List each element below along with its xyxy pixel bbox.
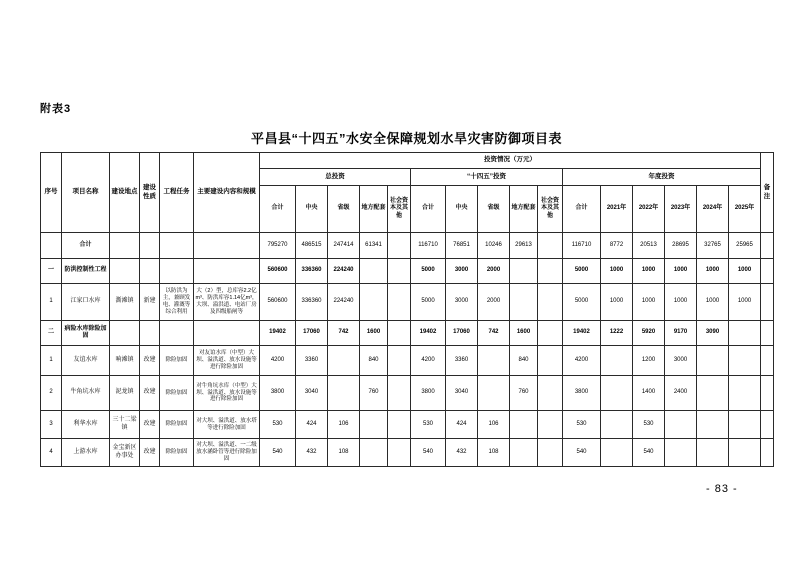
header-nature: 建设性质 [140,153,160,233]
cell-p-local [510,284,538,321]
cell-t-provincial: 224240 [328,259,360,284]
cell-t-central: 424 [296,411,328,439]
cell-name: 利华水库 [62,411,110,439]
cell-nature: 改建 [140,346,160,376]
cell-content: 对大坝、溢洪道、一二级放水涵卧管等进行除险加固 [194,439,260,467]
cell-t-central: 3360 [296,346,328,376]
cell-seq: 2 [41,376,62,411]
cell-p-total: 116710 [411,233,446,259]
header-year-2023: 2023年 [665,186,697,233]
cell-t-central: 432 [296,439,328,467]
cell-task: 除险加固 [160,376,194,411]
cell-p-local [510,259,538,284]
cell-location: 泥龙镇 [110,376,140,411]
cell-p-social [538,284,563,321]
table-header [41,153,774,233]
cell-t-total: 540 [260,439,296,467]
cell-nature [140,233,160,259]
cell-a-total: 5000 [563,284,601,321]
cell-a-total: 540 [563,439,601,467]
header-plan-central: 中央 [446,186,478,233]
cell-task: 除险加固 [160,439,194,467]
cell-a-2021: 8772 [601,233,633,259]
header-task: 工程任务 [160,153,194,233]
cell-remark [761,376,774,411]
cell-remark [761,439,774,467]
cell-t-provincial: 742 [328,321,360,346]
cell-t-local: 1600 [360,321,388,346]
cell-a-2022: 1000 [633,284,665,321]
header-location: 建设地点 [110,153,140,233]
cell-p-social [538,411,563,439]
cell-a-total: 4200 [563,346,601,376]
cell-a-2024: 32765 [697,233,729,259]
cell-a-2024 [697,411,729,439]
header-plan-local: 地方配套 [510,186,538,233]
cell-seq: 1 [41,346,62,376]
cell-p-provincial: 2000 [478,284,510,321]
cell-a-2022: 20513 [633,233,665,259]
page-number: - 83 - [706,483,738,495]
table-body [41,233,774,467]
cell-p-social [538,233,563,259]
cell-a-2021: 1222 [601,321,633,346]
cell-a-2021: 1000 [601,284,633,321]
cell-content: 大（2）型，总库容2.2亿m³、防洪库容1.14亿m³，大坝、溢洪道、电站厂房及四级船闸等 [194,284,260,321]
cell-t-social [388,321,411,346]
cell-p-social [538,439,563,467]
cell-p-local: 1600 [510,321,538,346]
header-year-2021: 2021年 [601,186,633,233]
cell-t-local [360,411,388,439]
cell-t-social [388,376,411,411]
cell-a-total: 116710 [563,233,601,259]
cell-p-central: 424 [446,411,478,439]
cell-location: 响滩镇 [110,346,140,376]
cell-a-2021 [601,346,633,376]
cell-content [194,259,260,284]
cell-location [110,321,140,346]
cell-t-central: 336360 [296,284,328,321]
cell-p-social [538,259,563,284]
cell-seq: 一 [41,259,62,284]
cell-nature: 改建 [140,376,160,411]
cell-p-social [538,321,563,346]
cell-t-local: 840 [360,346,388,376]
cell-p-total: 3800 [411,376,446,411]
cell-seq [41,233,62,259]
cell-a-2023: 3000 [665,346,697,376]
cell-name: 江家口水库 [62,284,110,321]
cell-p-provincial: 10246 [478,233,510,259]
table-row [41,321,774,346]
cell-t-social [388,411,411,439]
cell-nature: 新建 [140,284,160,321]
table-row [41,346,774,376]
cell-p-provincial: 742 [478,321,510,346]
cell-location: 金宝新区办事处 [110,439,140,467]
cell-p-central: 3000 [446,284,478,321]
cell-seq: 二 [41,321,62,346]
header-annual-sum: 合计 [563,186,601,233]
page-title: 平昌县“十四五”水安全保障规划水旱灾害防御项目表 [250,131,562,146]
header-plan-group: “十四五”投资 [411,169,563,186]
cell-task [160,259,194,284]
cell-a-2022: 540 [633,439,665,467]
cell-a-2025 [729,376,761,411]
header-total-social: 社会资本及其他 [388,186,411,233]
cell-remark [761,259,774,284]
cell-name: 防洪控制性工程 [62,259,110,284]
cell-a-total: 3800 [563,376,601,411]
cell-t-local [360,284,388,321]
cell-t-social [388,346,411,376]
cell-content [194,321,260,346]
header-investment-group: 投资情况（万元） [260,153,761,169]
cell-t-total: 560600 [260,259,296,284]
cell-name: 牛角坑水库 [62,376,110,411]
cell-p-local: 29613 [510,233,538,259]
cell-t-total: 3800 [260,376,296,411]
cell-a-2025: 1000 [729,259,761,284]
cell-location [110,259,140,284]
cell-task [160,321,194,346]
cell-p-social [538,376,563,411]
cell-remark [761,321,774,346]
cell-p-provincial: 106 [478,411,510,439]
table-row [41,411,774,439]
cell-p-central: 17060 [446,321,478,346]
cell-content: 对牛角坑水库（中型）大坝、溢洪道、放水设施等进行除险加固 [194,376,260,411]
cell-a-2025 [729,411,761,439]
cell-a-2024: 1000 [697,284,729,321]
cell-seq: 4 [41,439,62,467]
cell-name: 友谊水库 [62,346,110,376]
cell-p-central: 432 [446,439,478,467]
cell-p-local [510,411,538,439]
cell-p-provincial: 108 [478,439,510,467]
cell-name: 上游水库 [62,439,110,467]
cell-p-total: 540 [411,439,446,467]
cell-task: 除险加固 [160,411,194,439]
cell-a-total: 19402 [563,321,601,346]
cell-seq: 1 [41,284,62,321]
table-row [41,439,774,467]
cell-content [194,233,260,259]
cell-nature [140,259,160,284]
cell-a-total: 5000 [563,259,601,284]
cell-t-local [360,439,388,467]
cell-p-central: 3000 [446,259,478,284]
header-total-central: 中央 [296,186,328,233]
cell-a-2024: 1000 [697,259,729,284]
cell-a-2025 [729,346,761,376]
cell-p-provincial [478,346,510,376]
cell-a-2022: 1000 [633,259,665,284]
cell-t-central: 17060 [296,321,328,346]
cell-t-central: 486515 [296,233,328,259]
cell-t-social [388,259,411,284]
header-year-2024: 2024年 [697,186,729,233]
cell-a-2022: 1400 [633,376,665,411]
cell-t-social [388,439,411,467]
cell-a-2022: 1200 [633,346,665,376]
cell-a-total: 530 [563,411,601,439]
cell-a-2023: 28695 [665,233,697,259]
cell-a-2023: 1000 [665,259,697,284]
cell-t-local: 61341 [360,233,388,259]
cell-remark [761,346,774,376]
table-row [41,233,774,259]
cell-t-provincial: 224240 [328,284,360,321]
cell-a-2023 [665,411,697,439]
header-total-local: 地方配套 [360,186,388,233]
cell-a-2025 [729,439,761,467]
cell-t-central: 336360 [296,259,328,284]
cell-p-total: 5000 [411,259,446,284]
cell-a-2024 [697,439,729,467]
header-plan-provincial: 省级 [478,186,510,233]
header-project-name: 项目名称 [62,153,110,233]
header-seq: 序号 [41,153,62,233]
cell-nature: 改建 [140,439,160,467]
project-table [40,152,774,467]
cell-remark [761,233,774,259]
cell-a-2021 [601,411,633,439]
cell-p-central: 3360 [446,346,478,376]
cell-a-2022: 530 [633,411,665,439]
cell-t-provincial: 108 [328,439,360,467]
cell-t-local: 760 [360,376,388,411]
cell-a-2021: 1000 [601,259,633,284]
table-row [41,259,774,284]
cell-a-2024 [697,376,729,411]
cell-t-total: 4200 [260,346,296,376]
cell-a-2023: 1000 [665,284,697,321]
cell-location: 澌滩镇 [110,284,140,321]
cell-t-total: 795270 [260,233,296,259]
cell-p-provincial [478,376,510,411]
cell-seq: 3 [41,411,62,439]
cell-a-2022: 5920 [633,321,665,346]
cell-p-local: 840 [510,346,538,376]
cell-p-central: 76851 [446,233,478,259]
table-row [41,376,774,411]
cell-t-social [388,284,411,321]
cell-location [110,233,140,259]
cell-t-provincial: 106 [328,411,360,439]
cell-a-2025 [729,321,761,346]
cell-t-total: 560600 [260,284,296,321]
header-year-2022: 2022年 [633,186,665,233]
cell-p-total: 5000 [411,284,446,321]
cell-nature: 改建 [140,411,160,439]
header-total-group: 总投资 [260,169,411,186]
cell-a-2024 [697,346,729,376]
cell-content: 对友谊水库（中型）大坝、溢洪道、放水设施等进行除险加固 [194,346,260,376]
cell-p-local: 760 [510,376,538,411]
cell-a-2021 [601,376,633,411]
cell-task: 除险加固 [160,346,194,376]
cell-a-2023 [665,439,697,467]
cell-name: 病险水库除险加固 [62,321,110,346]
header-annual-group: 年度投资 [563,169,761,186]
cell-t-local [360,259,388,284]
header-plan-social: 社会资本及其他 [538,186,563,233]
cell-t-total: 19402 [260,321,296,346]
cell-p-total: 19402 [411,321,446,346]
header-total-provincial: 省级 [328,186,360,233]
cell-p-provincial: 2000 [478,259,510,284]
cell-p-total: 530 [411,411,446,439]
header-total-sum: 合计 [260,186,296,233]
cell-t-provincial [328,376,360,411]
header-year-2025: 2025年 [729,186,761,233]
cell-task [160,233,194,259]
cell-remark [761,284,774,321]
cell-p-local [510,439,538,467]
cell-p-central: 3040 [446,376,478,411]
cell-location: 三十二梁镇 [110,411,140,439]
cell-t-central: 3040 [296,376,328,411]
cell-a-2023: 2400 [665,376,697,411]
cell-t-provincial: 247414 [328,233,360,259]
header-content: 主要建设内容和规模 [194,153,260,233]
cell-nature [140,321,160,346]
cell-a-2025: 25965 [729,233,761,259]
cell-content: 对大坝、溢洪道、放水塔等进行除险加固 [194,411,260,439]
cell-task: 以防洪为主，兼顾发电、灌溉等综合利用 [160,284,194,321]
header-plan-sum: 合计 [411,186,446,233]
header-remark: 备注 [761,153,774,233]
cell-p-social [538,346,563,376]
cell-p-total: 4200 [411,346,446,376]
cell-a-2024: 3090 [697,321,729,346]
cell-t-total: 530 [260,411,296,439]
cell-a-2025: 1000 [729,284,761,321]
cell-t-provincial [328,346,360,376]
cell-name: 合计 [62,233,110,259]
cell-a-2023: 9170 [665,321,697,346]
cell-remark [761,411,774,439]
cell-t-social [388,233,411,259]
cell-a-2021 [601,439,633,467]
table-row [41,284,774,321]
annex-label: 附表3 [40,103,72,115]
